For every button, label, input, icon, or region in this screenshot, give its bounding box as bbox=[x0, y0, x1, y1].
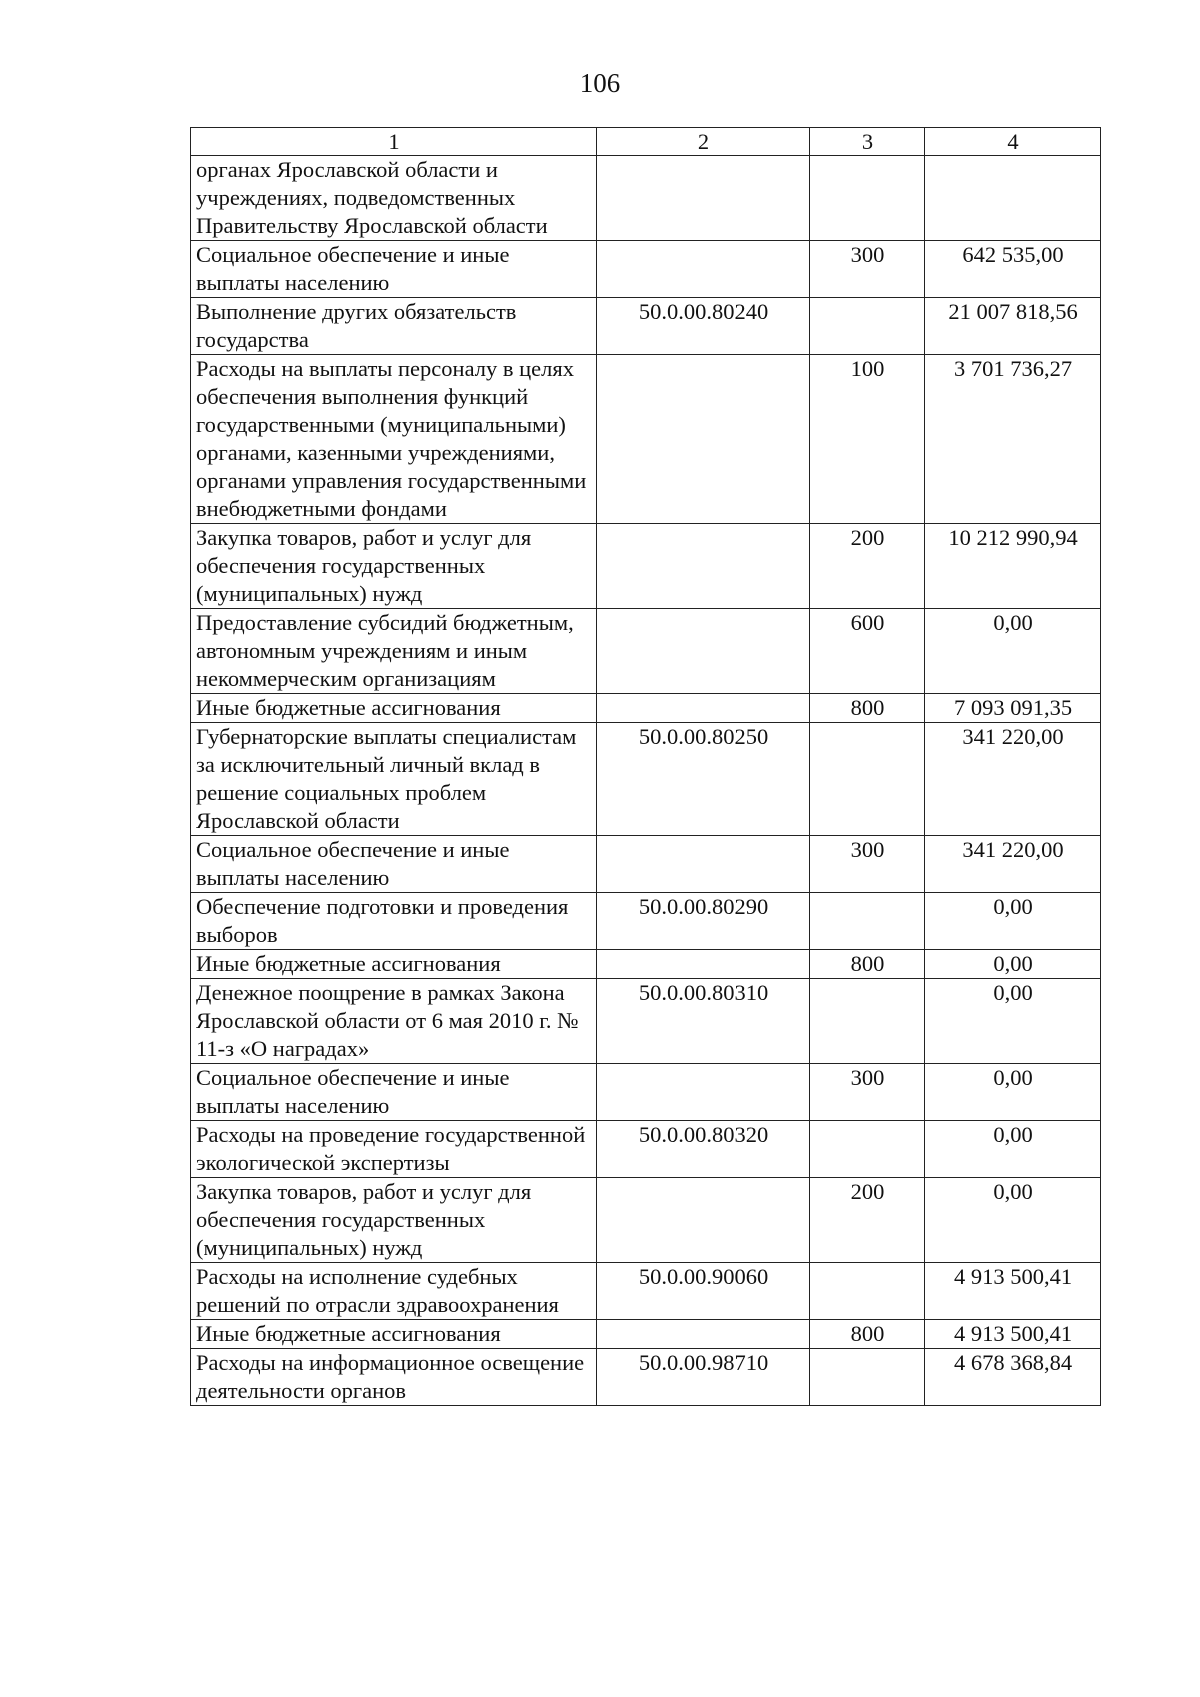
table-row bbox=[191, 1320, 1101, 1349]
row-type-cell bbox=[810, 1349, 925, 1406]
row-code-cell: 50.0.00.80290 bbox=[597, 893, 810, 950]
row-amount-cell: 0,00 bbox=[925, 1178, 1101, 1263]
row-code-cell bbox=[597, 241, 810, 298]
row-name-cell: Иные бюджетные ассигнования bbox=[191, 1320, 597, 1349]
row-amount-cell: 341 220,00 bbox=[925, 723, 1101, 836]
row-code-cell bbox=[597, 609, 810, 694]
table-row bbox=[191, 1349, 1101, 1406]
row-type-cell: 600 bbox=[810, 609, 925, 694]
row-type-cell bbox=[810, 979, 925, 1064]
row-name-cell: органах Ярославской области и учреждениях, подведомственных Правительству Ярославской области bbox=[191, 156, 597, 241]
row-code-cell bbox=[597, 524, 810, 609]
row-code-cell bbox=[597, 1320, 810, 1349]
row-name-cell: Предоставление субсидий бюджетным, автономным учреждениям и иным некоммерческим организациям bbox=[191, 609, 597, 694]
row-amount-cell: 7 093 091,35 bbox=[925, 694, 1101, 723]
table-row bbox=[191, 893, 1101, 950]
row-type-cell: 300 bbox=[810, 1064, 925, 1121]
table-row bbox=[191, 609, 1101, 694]
row-name-cell: Расходы на выплаты персоналу в целях обеспечения выполнения функций государственными (муниципальными) органами, казенными учреждениями, органами управления государственными внебюджетными фондами bbox=[191, 355, 597, 524]
column-header-1: 1 bbox=[191, 128, 597, 156]
row-type-cell bbox=[810, 1263, 925, 1320]
table-row bbox=[191, 1064, 1101, 1121]
row-code-cell bbox=[597, 950, 810, 979]
row-amount-cell: 4 913 500,41 bbox=[925, 1263, 1101, 1320]
row-name-cell: Выполнение других обязательств государства bbox=[191, 298, 597, 355]
row-amount-cell bbox=[925, 156, 1101, 241]
table-row bbox=[191, 950, 1101, 979]
row-type-cell: 800 bbox=[810, 950, 925, 979]
row-type-cell: 200 bbox=[810, 524, 925, 609]
row-name-cell: Социальное обеспечение и иные выплаты населению bbox=[191, 1064, 597, 1121]
row-name-cell: Расходы на исполнение судебных решений по отрасли здравоохранения bbox=[191, 1263, 597, 1320]
row-name-cell: Иные бюджетные ассигнования bbox=[191, 694, 597, 723]
table-row bbox=[191, 156, 1101, 241]
row-name-cell: Иные бюджетные ассигнования bbox=[191, 950, 597, 979]
row-type-cell: 800 bbox=[810, 694, 925, 723]
row-name-cell: Закупка товаров, работ и услуг для обеспечения государственных (муниципальных) нужд bbox=[191, 1178, 597, 1263]
row-amount-cell: 21 007 818,56 bbox=[925, 298, 1101, 355]
table-row bbox=[191, 723, 1101, 836]
row-amount-cell: 4 913 500,41 bbox=[925, 1320, 1101, 1349]
row-type-cell: 300 bbox=[810, 836, 925, 893]
row-name-cell: Расходы на информационное освещение деятельности органов bbox=[191, 1349, 597, 1406]
table-row bbox=[191, 694, 1101, 723]
row-code-cell bbox=[597, 836, 810, 893]
table-row bbox=[191, 1121, 1101, 1178]
table-header bbox=[191, 128, 1101, 156]
row-code-cell bbox=[597, 1178, 810, 1263]
row-type-cell: 100 bbox=[810, 355, 925, 524]
row-code-cell: 50.0.00.80310 bbox=[597, 979, 810, 1064]
row-type-cell bbox=[810, 893, 925, 950]
table-row bbox=[191, 355, 1101, 524]
row-name-cell: Обеспечение подготовки и проведения выборов bbox=[191, 893, 597, 950]
row-amount-cell: 0,00 bbox=[925, 893, 1101, 950]
table-row bbox=[191, 524, 1101, 609]
column-header-3: 3 bbox=[810, 128, 925, 156]
row-amount-cell: 3 701 736,27 bbox=[925, 355, 1101, 524]
row-name-cell: Расходы на проведение государственной экологической экспертизы bbox=[191, 1121, 597, 1178]
budget-table bbox=[190, 127, 1101, 1406]
row-amount-cell: 10 212 990,94 bbox=[925, 524, 1101, 609]
row-amount-cell: 0,00 bbox=[925, 979, 1101, 1064]
row-name-cell: Губернаторские выплаты специалистам за исключительный личный вклад в решение социальных проблем Ярославской области bbox=[191, 723, 597, 836]
row-amount-cell: 0,00 bbox=[925, 950, 1101, 979]
table-body bbox=[191, 156, 1101, 1406]
row-name-cell: Социальное обеспечение и иные выплаты населению bbox=[191, 836, 597, 893]
table-row bbox=[191, 979, 1101, 1064]
page-number: 106 bbox=[579, 68, 621, 98]
row-type-cell bbox=[810, 1121, 925, 1178]
row-type-cell bbox=[810, 723, 925, 836]
row-code-cell: 50.0.00.80240 bbox=[597, 298, 810, 355]
row-code-cell: 50.0.00.80320 bbox=[597, 1121, 810, 1178]
row-name-cell: Денежное поощрение в рамках Закона Ярославской области от 6 мая 2010 г. № 11-з «О наградах» bbox=[191, 979, 597, 1064]
table-row bbox=[191, 1263, 1101, 1320]
row-code-cell: 50.0.00.98710 bbox=[597, 1349, 810, 1406]
row-code-cell bbox=[597, 355, 810, 524]
row-amount-cell: 642 535,00 bbox=[925, 241, 1101, 298]
row-type-cell bbox=[810, 156, 925, 241]
table-row bbox=[191, 298, 1101, 355]
row-type-cell: 800 bbox=[810, 1320, 925, 1349]
row-code-cell: 50.0.00.90060 bbox=[597, 1263, 810, 1320]
column-header-4: 4 bbox=[925, 128, 1101, 156]
row-amount-cell: 341 220,00 bbox=[925, 836, 1101, 893]
row-name-cell: Социальное обеспечение и иные выплаты населению bbox=[191, 241, 597, 298]
row-type-cell: 300 bbox=[810, 241, 925, 298]
row-amount-cell: 0,00 bbox=[925, 1121, 1101, 1178]
row-code-cell: 50.0.00.80250 bbox=[597, 723, 810, 836]
table-row bbox=[191, 1178, 1101, 1263]
row-code-cell bbox=[597, 1064, 810, 1121]
table-row bbox=[191, 836, 1101, 893]
table-row bbox=[191, 241, 1101, 298]
row-amount-cell: 4 678 368,84 bbox=[925, 1349, 1101, 1406]
row-amount-cell: 0,00 bbox=[925, 609, 1101, 694]
column-header-2: 2 bbox=[597, 128, 810, 156]
row-name-cell: Закупка товаров, работ и услуг для обеспечения государственных (муниципальных) нужд bbox=[191, 524, 597, 609]
row-type-cell bbox=[810, 298, 925, 355]
header-row bbox=[191, 128, 1101, 156]
row-type-cell: 200 bbox=[810, 1178, 925, 1263]
row-amount-cell: 0,00 bbox=[925, 1064, 1101, 1121]
row-code-cell bbox=[597, 694, 810, 723]
row-code-cell bbox=[597, 156, 810, 241]
